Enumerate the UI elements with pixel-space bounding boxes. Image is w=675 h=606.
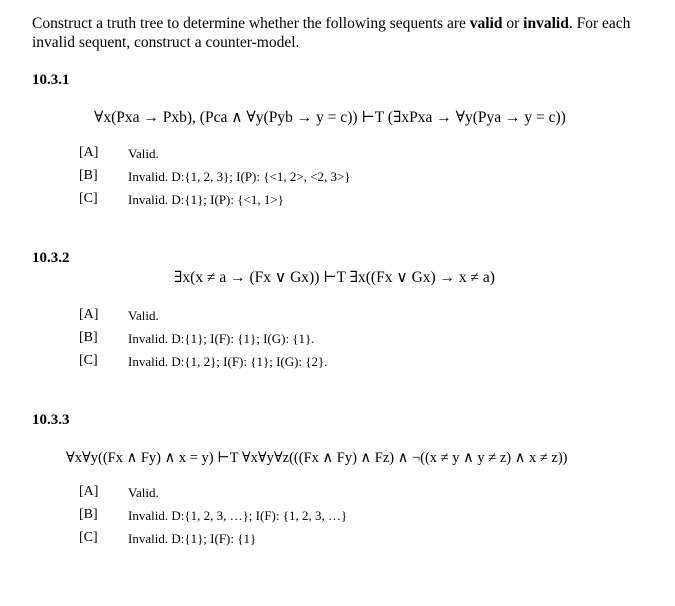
instructions-text-2: or <box>502 15 524 32</box>
option-label-c: [C] <box>79 191 98 206</box>
option-text-a: Valid. <box>128 308 159 323</box>
option-label-b: [B] <box>79 330 98 345</box>
option-text-b: Invalid. D:{1}; I(F): {1}; I(G): {1}. <box>128 331 315 346</box>
instructions <box>32 14 652 52</box>
sequent-10-3-1: ∀x(Pxa → Pxb), (Pca ∧ ∀y(Pyb → y = c)) ⊢T (∃xPxa → ∀y(Pya → y = c)) <box>94 109 566 126</box>
problem-title-10-3-1: 10.3.1 <box>32 72 70 88</box>
option-label-c: [C] <box>79 530 98 545</box>
option-text-c: Invalid. D:{1}; I(F): {1} <box>128 531 257 546</box>
instructions-text-1: Construct a truth tree to determine whether the following sequents are <box>32 15 470 32</box>
invalid-keyword: invalid <box>523 15 569 32</box>
option-label-b: [B] <box>79 507 98 522</box>
valid-keyword: valid <box>469 15 503 32</box>
option-label-c: [C] <box>79 353 98 368</box>
option-label-a: [A] <box>79 484 99 499</box>
option-text-a: Valid. <box>128 485 159 500</box>
option-label-b: [B] <box>79 168 98 183</box>
sequent-10-3-2: ∃x(x ≠ a → (Fx ∨ Gx)) ⊢T ∃x((Fx ∨ Gx) → x ≠ a) <box>174 269 495 286</box>
option-text-b: Invalid. D:{1, 2, 3, …}; I(F): {1, 2, 3, …} <box>128 508 348 523</box>
option-text-c: Invalid. D:{1, 2}; I(F): {1}; I(G): {2}. <box>128 354 328 369</box>
option-text-a: Valid. <box>128 146 159 161</box>
option-label-a: [A] <box>79 307 99 322</box>
problem-title-10-3-2: 10.3.2 <box>32 250 70 266</box>
option-text-c: Invalid. D:{1}; I(P): {<1, 1>} <box>128 192 284 207</box>
option-label-a: [A] <box>79 145 99 160</box>
option-text-b: Invalid. D:{1, 2, 3}; I(P): {<1, 2>, <2, 3>} <box>128 169 351 184</box>
instructions-text-3: . For each invalid sequent, construct a counter-model. <box>32 15 631 51</box>
sequent-10-3-3: ∀x∀y((Fx ∧ Fy) ∧ x = y) ⊢T ∀x∀y∀z(((Fx ∧ Fy) ∧ Fz) ∧ ¬((x ≠ y ∧ y ≠ z) ∧ x ≠ z)) <box>66 450 568 466</box>
problem-title-10-3-3: 10.3.3 <box>32 412 70 428</box>
